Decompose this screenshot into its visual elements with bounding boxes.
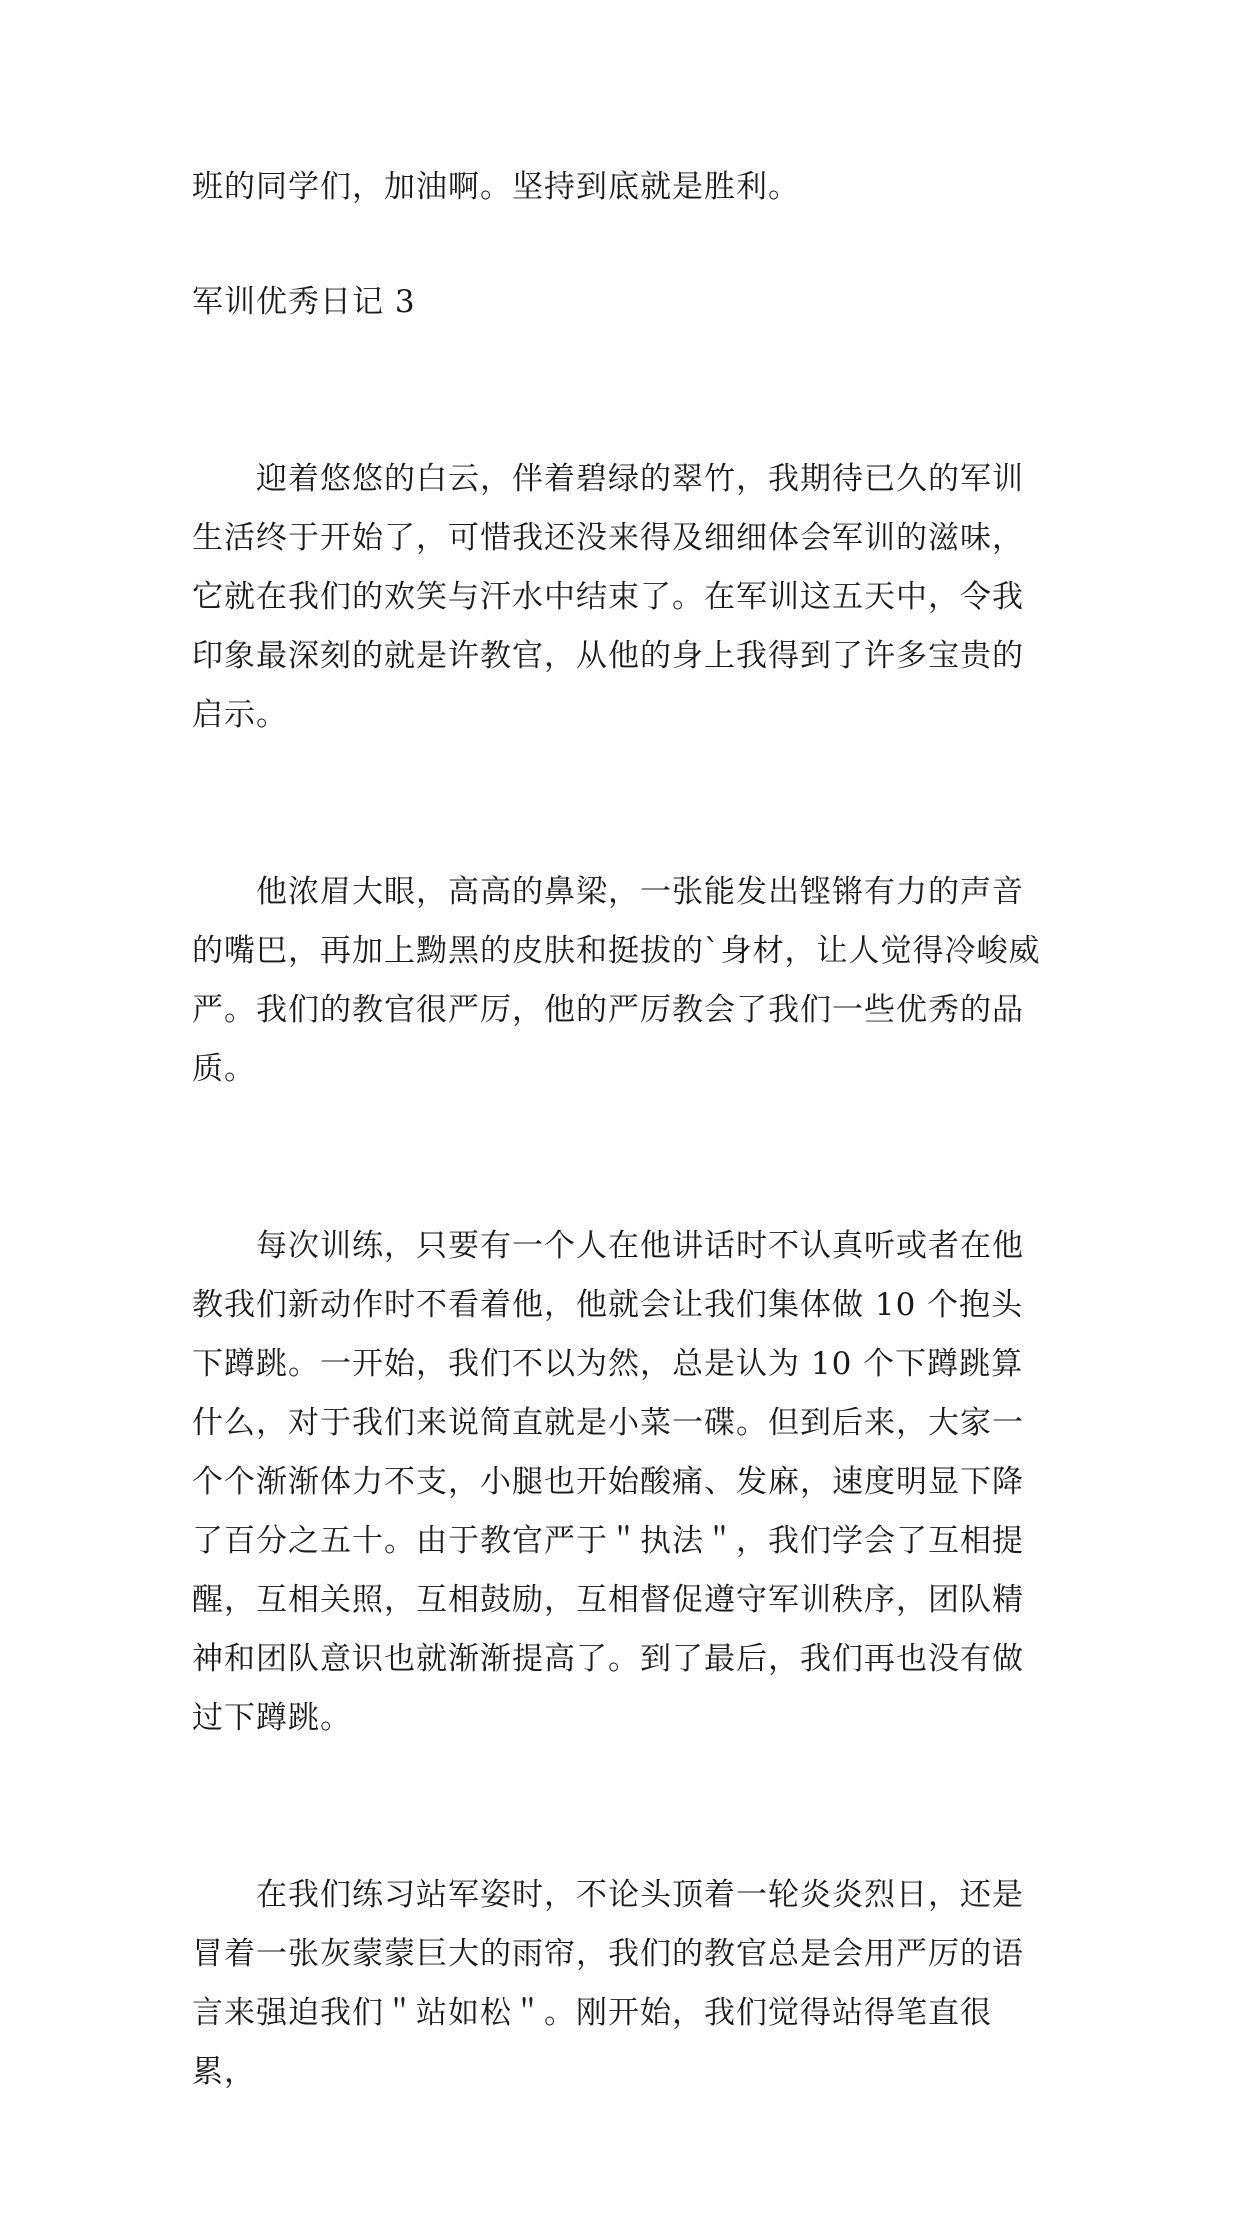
paragraph: 在我们练习站军姿时，不论头顶着一轮炎炎烈日，还是冒着一张灰蒙蒙巨大的雨帘，我们的教官总是会用严厉的语言来强迫我们＂站如松＂。刚开始，我们觉得站得笔直很累， <box>192 1877 1024 2090</box>
paragraph: 每次训练，只要有一个人在他讲话时不认真听或者在他教我们新动作时不看着他，他就会让我们集体做 10 个抱头下蹲跳。一开始，我们不以为然，总是认为 10 个下蹲跳算什么，对于我们来说简直就是小菜一碟。但到后来，大家一个个渐渐体力不支，小腿也开始酸痛、发麻，速度明显下降了百分之五十。由于教官严于＂执法＂，我们学会了互相提醒，互相关照，互相鼓励，互相督促遵守军训秩序，团队精神和团队意识也就渐渐提高了。到了最后，我们再也没有做过下蹲跳。 <box>192 1228 1024 1736</box>
section-title: 军训优秀日记 3 <box>192 284 416 320</box>
continuation-text: 班的同学们，加油啊。坚持到底就是胜利。 <box>192 169 800 205</box>
body-text <box>192 332 1052 2220</box>
paragraph: 他浓眉大眼，高高的鼻梁，一张能发出铿锵有力的声音的嘴巴，再加上黝黑的皮肤和挺拔的`身材，让人觉得冷峻威严。我们的教官很严厉，他的严厉教会了我们一些优秀的品质。 <box>192 874 1041 1087</box>
paragraph: 迎着悠悠的白云，伴着碧绿的翠竹，我期待已久的军训生活终于开始了，可惜我还没来得及细细体会军训的滋味，它就在我们的欢笑与汗水中结束了。在军训这五天中，令我印象最深刻的就是许教官，从他的身上我得到了许多宝贵的启示。 <box>192 461 1024 733</box>
